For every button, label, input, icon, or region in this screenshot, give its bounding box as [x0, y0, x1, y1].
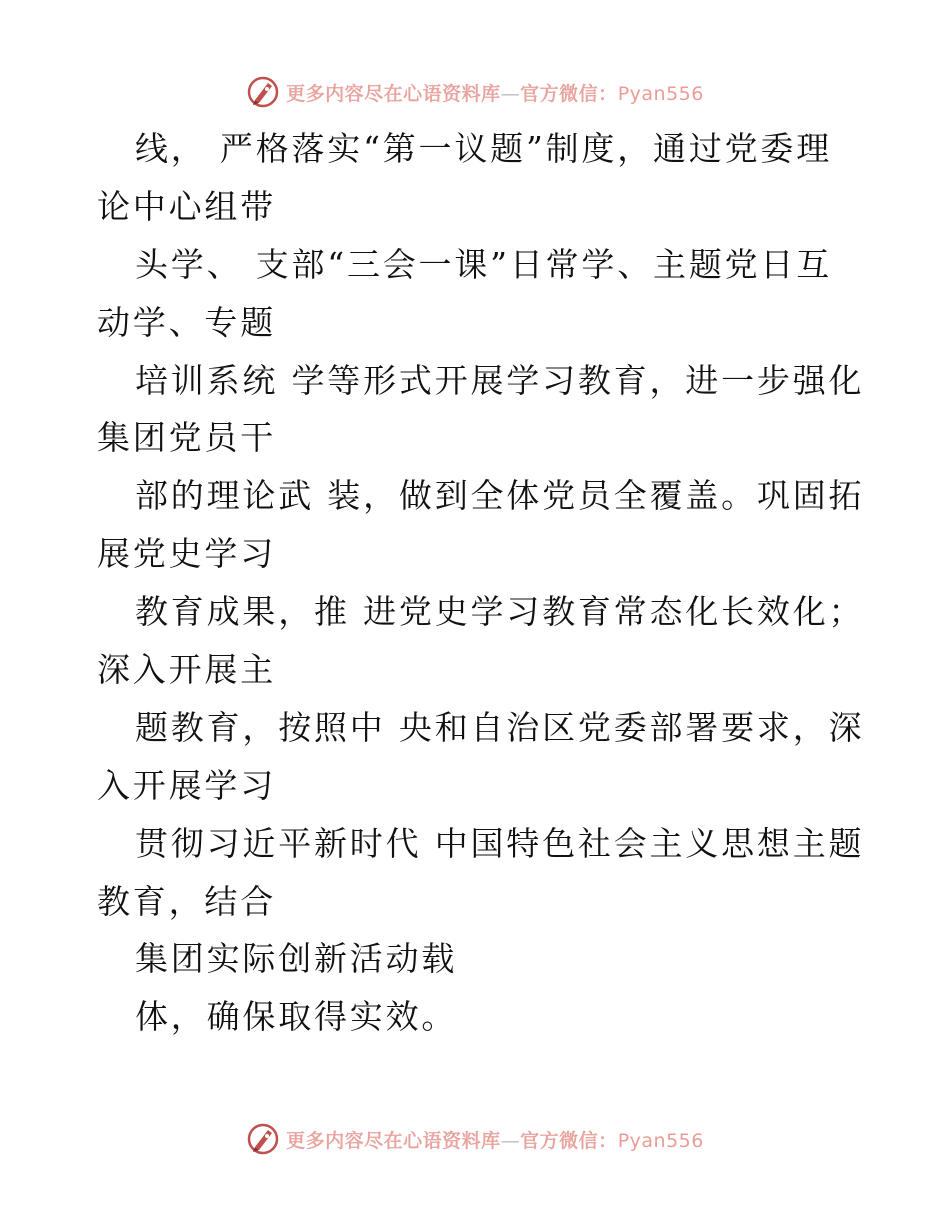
pen-logo-icon	[246, 75, 280, 109]
text-line: 教育，结合	[97, 881, 276, 921]
text-line: 动学、专题	[97, 302, 276, 342]
text-line: 题教育，按照中 央和自治区党委部署要求，深	[135, 707, 865, 747]
footer-watermark	[0, 1119, 950, 1159]
text-line: 集团党员干	[97, 418, 276, 458]
text-line: 体，确保取得实效。	[135, 997, 458, 1037]
text-line: 教育成果，推 进党史学习教育常态化长效化；	[135, 592, 865, 632]
text-line: 线， 严格落实“第一议题”制度，通过党委理	[135, 129, 833, 168]
pen-logo-icon	[246, 1122, 280, 1156]
watermark-text: 更多内容尽在心语资料库—官方微信：Pyan556	[286, 82, 704, 105]
text-line: 展党史学习	[97, 534, 276, 574]
text-line: 集团实际创新活动载	[135, 939, 458, 979]
text-line: 论中心组带	[97, 186, 276, 226]
document-body	[97, 120, 865, 1046]
text-line: 贯彻习近平新时代 中国特色社会主义思想主题	[135, 823, 865, 863]
text-line: 入开展学习	[97, 765, 276, 805]
text-line: 头学、 支部“三会一课”日常学、主题党日互	[135, 244, 833, 284]
watermark-text: 更多内容尽在心语资料库—官方微信：Pyan556	[286, 1129, 704, 1152]
text-line: 深入开展主	[97, 650, 276, 690]
text-line: 培训系统 学等形式开展学习教育，进一步强化	[135, 360, 865, 400]
text-line: 部的理论武 装，做到全体党员全覆盖。巩固拓	[135, 476, 865, 516]
header-watermark	[0, 72, 950, 112]
